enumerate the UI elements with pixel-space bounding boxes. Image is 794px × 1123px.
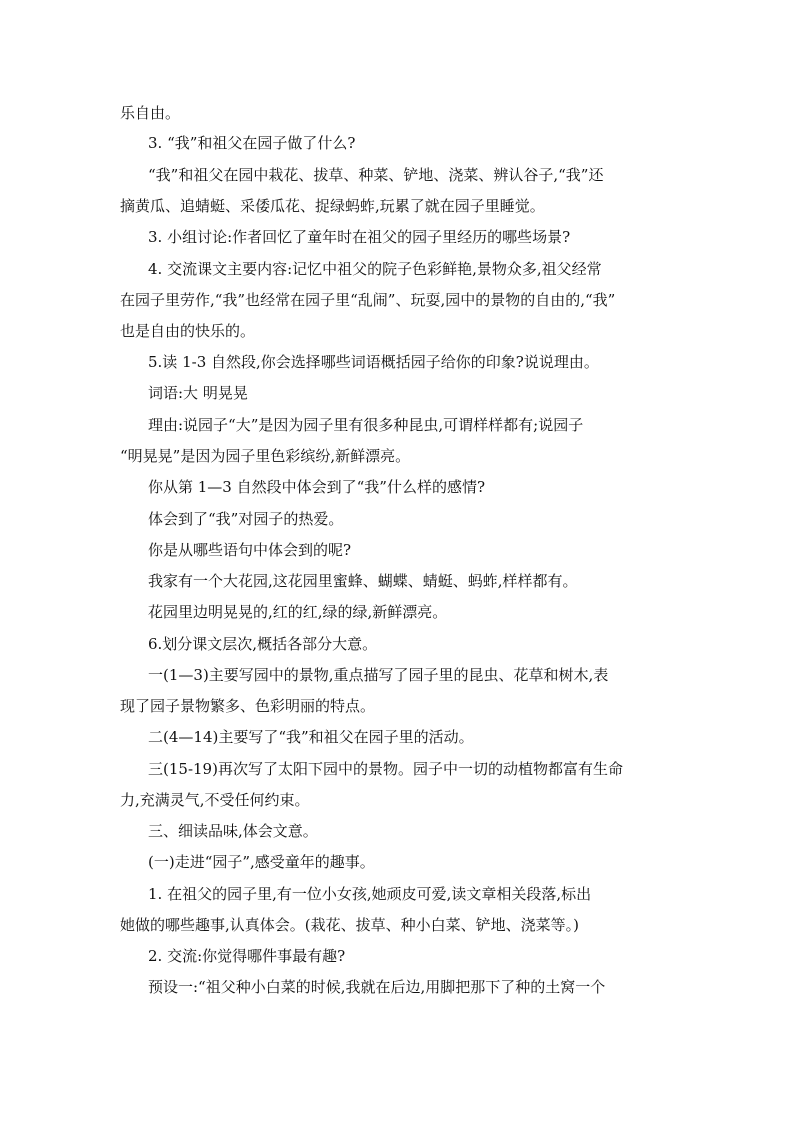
text-line: 力,充满灵气,不受任何约束。 xyxy=(120,791,310,809)
text-line: 5.读 1-3 自然段,你会选择哪些词语概括园子给你的印象?说说理由。 xyxy=(148,353,599,371)
text-line: 6.划分课文层次,概括各部分大意。 xyxy=(148,635,378,653)
text-line: “我”和祖父在园中栽花、拔草、种菜、铲地、浇菜、辨认谷子,“我”还 xyxy=(148,166,604,184)
text-line: 乐自由。 xyxy=(120,104,181,122)
text-line: 体会到了“我”对园子的热爱。 xyxy=(148,510,344,528)
section-heading: 三、细读品味,体会文意。 xyxy=(148,822,318,840)
text-line: 摘黄瓜、追蜻蜓、采倭瓜花、捉绿蚂蚱,玩累了就在园子里睡觉。 xyxy=(120,197,545,215)
text-line: 二(4—14)主要写了“我”和祖父在园子里的活动。 xyxy=(148,728,474,746)
text-line: 一(1—3)主要写园中的景物,重点描写了园子里的昆虫、花草和树木,表 xyxy=(148,666,609,684)
text-line: 你是从哪些语句中体会到的呢? xyxy=(148,541,352,559)
text-line: 理由:说园子“大”是因为园子里有很多种昆虫,可谓样样都有;说园子 xyxy=(148,416,584,434)
text-line: 也是自由的快乐的。 xyxy=(120,322,256,340)
text-line: 三(15-19)再次写了太阳下园中的景物。园子中一切的动植物都富有生命 xyxy=(148,760,623,778)
text-line: 3. “我”和祖父在园子做了什么? xyxy=(148,134,356,152)
text-line: 她做的哪些趣事,认真体会。(栽花、拔草、种小白菜、铲地、浇菜等。) xyxy=(120,916,579,934)
text-line: 词语:大 明晃晃 xyxy=(148,384,248,402)
text-line: 你从第 1—3 自然段中体会到了“我”什么样的感情? xyxy=(148,478,486,496)
text-line: 我家有一个大花园,这花园里蜜蜂、蝴蝶、蜻蜓、蚂蚱,样样都有。 xyxy=(148,572,578,590)
subsection-heading: (一)走进“园子”,感受童年的趣事。 xyxy=(148,853,375,871)
text-line: 2. 交流:你觉得哪件事最有趣? xyxy=(148,947,346,965)
text-line: 在园子里劳作,“我”也经常在园子里“乱闹”、玩耍,园中的景物的自由的,“我” xyxy=(120,291,616,309)
text-line: 预设一:“祖父种小白菜的时候,我就在后边,用脚把那下了种的土窝一个 xyxy=(148,978,606,996)
text-line: 花园里边明晃晃的,红的红,绿的绿,新鲜漂亮。 xyxy=(148,603,448,621)
text-line: 4. 交流课文主要内容:记忆中祖父的院子色彩鲜艳,景物众多,祖父经常 xyxy=(148,260,602,278)
text-line: 现了园子景物繁多、色彩明丽的特点。 xyxy=(120,697,376,715)
text-line: 1. 在祖父的园子里,有一位小女孩,她顽皮可爱,读文章相关段落,标出 xyxy=(148,885,592,903)
text-line: 3. 小组讨论:作者回忆了童年时在祖父的园子里经历的哪些场景? xyxy=(148,228,571,246)
text-line: “明晃晃”是因为园子里色彩缤纷,新鲜漂亮。 xyxy=(120,447,411,465)
